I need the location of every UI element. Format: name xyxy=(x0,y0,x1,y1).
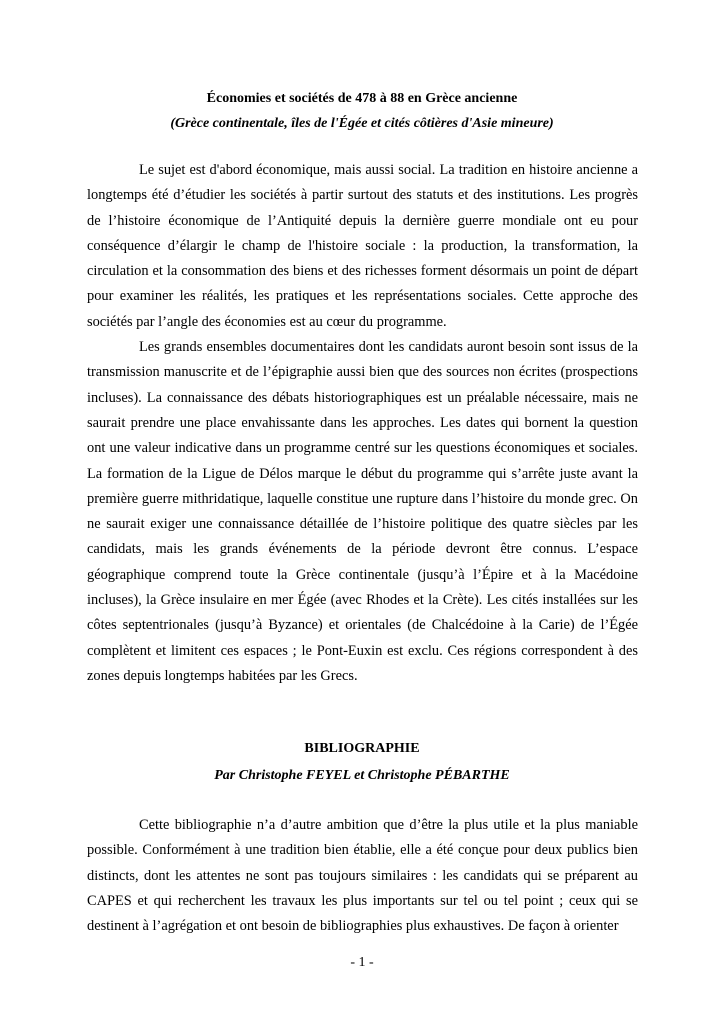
document-subtitle: (Grèce continentale, îles de l'Égée et cités côtières d'Asie mineure) xyxy=(170,116,554,131)
intro-section xyxy=(87,158,638,689)
bibliography-paragraph: Cette bibliographie n’a d’autre ambition que d’être la plus utile et la plus maniable possible. Conformément à une tradition bien établie, elle a été conçue pour deux publics bien distincts, dont les attentes ne sont pas toujours similaires : les candidats qui se préparent au CAPES et qui recherchent les travaux les plus importants sur tel ou tel point ; ceux qui se destinent à l’agrégation et ont besoin de bibliographies plus exhaustives. De façon à orienter xyxy=(87,817,638,935)
page-number: - 1 - xyxy=(350,955,374,970)
title-block xyxy=(0,86,724,136)
bibliography-header xyxy=(0,735,724,789)
bibliography-heading: BIBLIOGRAPHIE xyxy=(304,741,420,756)
document-title: Économies et sociétés de 478 à 88 en Grèce ancienne xyxy=(206,91,518,106)
intro-paragraph: Les grands ensembles documentaires dont les candidats auront besoin sont issus de la transmission manuscrite et de l’épigraphie aussi bien que des sources non écrites (prospections incluses). La connaissance des débats historiographiques est un préalable nécessaire, mais ne saurait prendre une place envahissante dans les approches. Les dates qui bornent la question ont une valeur indicative dans un programme centré sur les questions économiques et sociales. La formation de la Ligue de Délos marque le début du programme qui s’arrête juste avant la première guerre mithridatique, laquelle constitue une rupture dans l’histoire du monde grec. On ne saurait exiger une connaissance détaillée de l’histoire politique des quatre siècles par les candidats, mais les grands événements de la période devront être connus. L’espace géographique comprend toute la Grèce continentale (jusqu’à l’Épire et à la Macédoine incluses), la Grèce insulaire en mer Égée (avec Rhodes et la Crète). Les cités installées sur les côtes septentrionales (jusqu’à Byzance) et orientales (de Chalcédoine à la Carie) de l’Égée complètent et limitent ces espaces ; le Pont-Euxin est exclu. Ces régions correspondent à des zones depuis longtemps habitées par les Grecs. xyxy=(87,339,638,684)
bibliography-authors: Par Christophe FEYEL et Christophe PÉBARTHE xyxy=(214,768,510,783)
bibliography-section xyxy=(87,813,638,939)
intro-paragraph: Le sujet est d'abord économique, mais aussi social. La tradition en histoire ancienne a longtemps été d’étudier les sociétés à partir surtout des statuts et des institutions. Les progrès de l’histoire économique de l’Antiquité depuis la dernière guerre mondiale ont eu pour conséquence d’élargir le champ de l'histoire sociale : la production, la transformation, la circulation et la consommation des biens et des richesses forment désormais un point de départ pour examiner les réalités, les pratiques et les représentations sociales. Cette approche des sociétés par l’angle des économies est au cœur du programme. xyxy=(87,162,638,330)
